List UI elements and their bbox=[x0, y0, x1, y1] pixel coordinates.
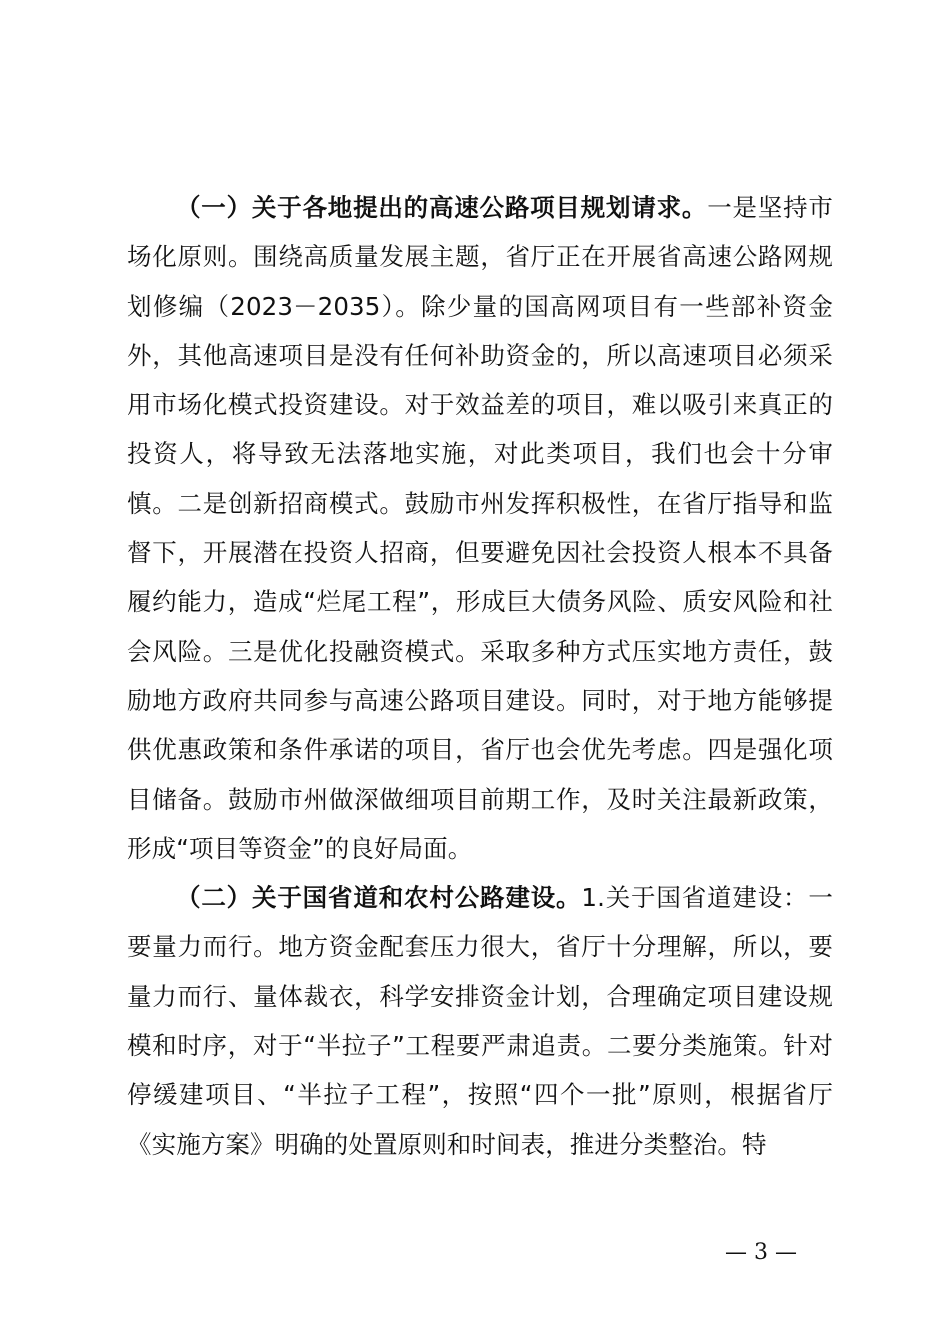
paragraph-heading: （一）关于各地提出的高速公路项目规划请求。 bbox=[176, 193, 708, 222]
paragraph-expressway-planning bbox=[127, 183, 833, 873]
page-number: — 3 — bbox=[725, 1240, 797, 1265]
paragraph-text: 一是坚持市场化原则。围绕高质量发展主题，省厅正在开展省高速公路网规划修编（2023－2035）。除少量的国高网项目有一些部补资金外，其他高速项目是没有任何补助资金的，所以高速项目必须采用市场化模式投资建设。对于效益差的项目，难以吸引来真正的投资人，将导致无法落地实施，对此类项目，我们也会十分审慎。二是创新招商模式。鼓励市州发挥积极性，在省厅指导和监督下，开展潜在投资人招商，但要避免因社会投资人根本不具备履约能力，造成“烂尾工程”，形成巨大债务风险、质安风险和社会风险。三是优化投融资模式。采取多种方式压实地方责任，鼓励地方政府共同参与高速公路项目建设。同时，对于地方能够提供优惠政策和条件承诺的项目，省厅也会优先考虑。四是强化项目储备。鼓励市州做深做细项目前期工作，及时关注最新政策，形成“项目等资金”的良好局面。 bbox=[127, 193, 834, 863]
document-body bbox=[127, 183, 833, 1169]
paragraph-heading: （二）关于国省道和农村公路建设。 bbox=[176, 883, 582, 913]
paragraph-road-construction bbox=[127, 873, 833, 1169]
paragraph-text: 1.关于国省道建设：一要量力而行。地方资金配套压力很大，省厅十分理解，所以，要量力而行、量体裁衣，科学安排资金计划，合理确定项目建设规模和时序，对于“半拉子”工程要严肃追责。二要分类施策。针对停缓建项目、“半拉子工程”，按照“四个一批”原则，根据省厅《实施方案》明确的处置原则和时间表，推进分类整治。特 bbox=[127, 883, 833, 1159]
